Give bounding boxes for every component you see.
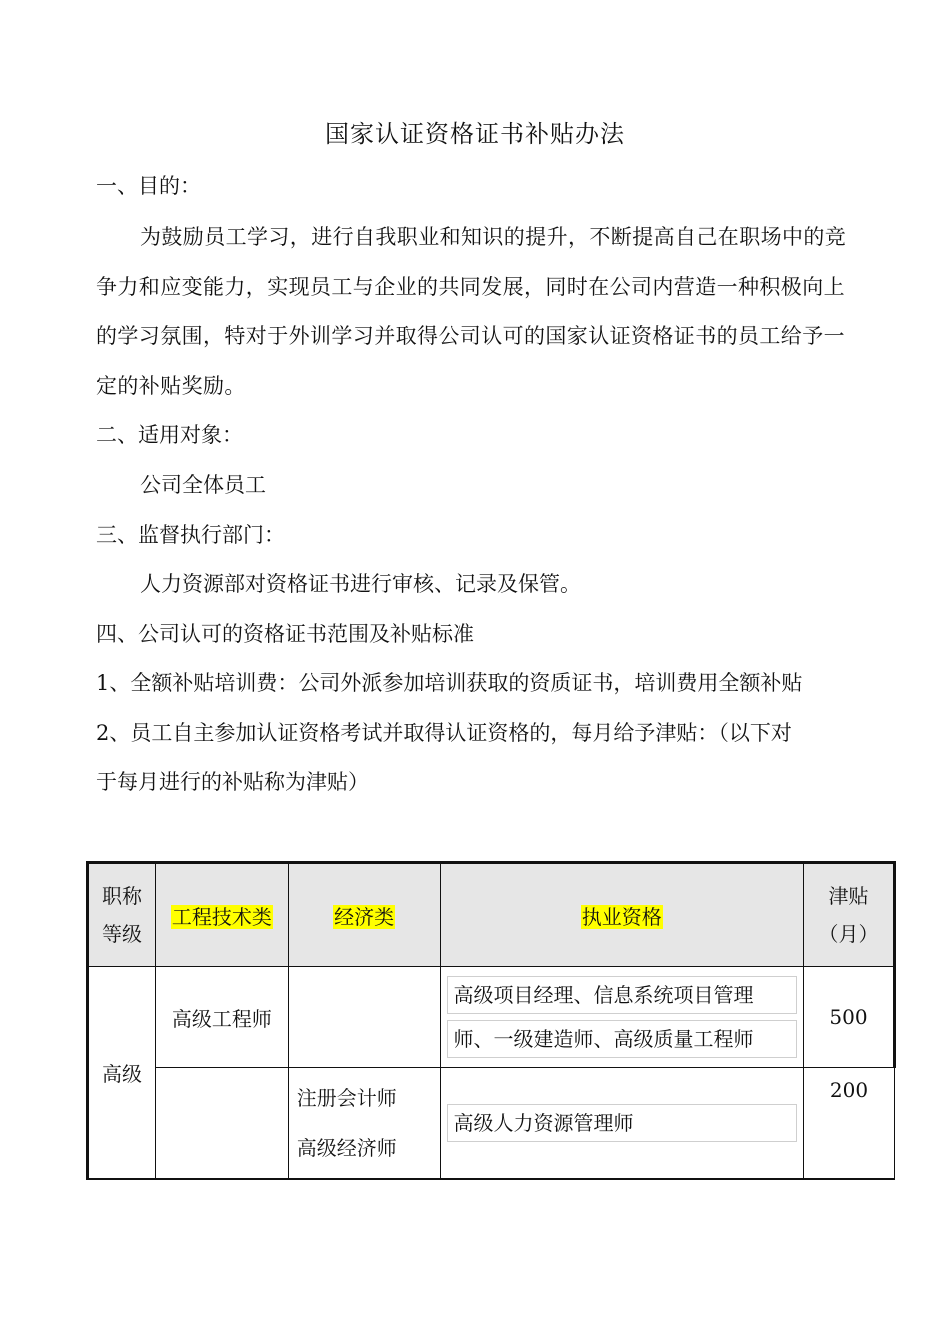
table-row [88,967,895,1068]
header-level-line2: 等级 [101,922,142,946]
row2-practice-text: 高级人力资源管理师 [447,1104,798,1142]
table-row [88,1068,895,1180]
row2-economic-line2: 高级经济师 [296,1136,397,1160]
header-level [88,863,156,967]
row1-practice-line2: 师、一级建造师、高级质量工程师 [447,1020,798,1058]
section2-body: 公司全体员工 [140,473,266,497]
header-level-line1: 职称 [101,884,142,908]
table-header-row [88,863,895,967]
header-allowance-line2: （月） [818,922,879,946]
row1-practice-line1: 高级项目经理、信息系统项目管理 [447,976,798,1014]
header-allowance [804,863,895,967]
cell-row1-economic [288,967,440,1068]
section2-heading: 二、适用对象： [96,423,243,447]
header-engineering-label: 工程技术类 [171,904,272,929]
section1-body: 为鼓励员工学习，进行自我职业和知识的提升，不断提高自己在职场中的竞争力和应变能力，实现员工与企业的共同发展，同时在公司内营造一种积极向上的学习氛围，特对于外训学习并取得公司认可的国家认证资格证书的员工给予一定的补贴奖励。 [96,225,847,398]
section4-heading: 四、公司认可的资格证书范围及补贴标准 [96,622,474,646]
section1-heading: 一、目的： [96,174,201,198]
item2-text-line1: 2、员工自主参加认证资格考试并取得认证资格的，每月给予津贴：（以下对 [96,721,792,745]
header-engineering [155,863,288,967]
header-economic [288,863,440,967]
item2-text-line2: 于每月进行的补贴称为津贴） [96,770,369,794]
section3-body: 人力资源部对资格证书进行审核、记录及保管。 [140,572,581,596]
section3-heading: 三、监督执行部门： [96,523,285,547]
header-allowance-line1: 津贴 [828,884,869,908]
row2-economic-line1: 注册会计师 [296,1086,397,1110]
item1-text: 1、全额补贴培训费：公司外派参加培训获取的资质证书，培训费用全额补贴 [96,671,803,695]
allowance-table [86,861,896,1180]
cell-row2-allowance: 200 [804,1068,895,1180]
cell-row2-economic [288,1068,440,1180]
header-economic-label: 经济类 [334,904,395,929]
cell-level-senior: 高级 [88,967,156,1180]
cell-row2-engineering [155,1068,288,1180]
header-practice [440,863,804,967]
document-title: 国家认证资格证书补贴办法 [325,120,625,148]
cell-row1-engineering: 高级工程师 [155,967,288,1068]
cell-row1-allowance: 500 [804,967,895,1068]
cell-row1-practice [440,967,804,1068]
header-practice-label: 执业资格 [581,904,662,929]
cell-row2-practice [440,1068,804,1180]
